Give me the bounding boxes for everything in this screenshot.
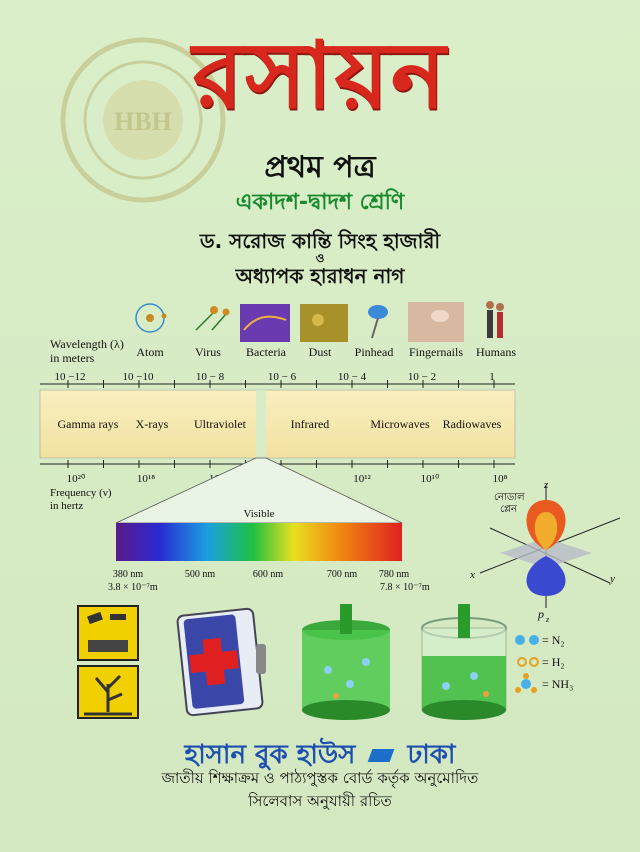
- nh3-molecule-icon: [515, 673, 537, 693]
- dust-icon: [300, 304, 348, 342]
- band-label: Ultraviolet: [194, 417, 246, 431]
- axis-x-label: x: [470, 569, 475, 581]
- approval-note: জাতীয় শিক্ষাক্রম ও পাঠ্যপুস্তক বোর্ড কর্তৃক অনুমোদিত: [161, 769, 479, 787]
- frequency-axis-unit: in hertz: [50, 500, 84, 512]
- fingernail-icon: [408, 302, 464, 342]
- object-label: Dust: [308, 345, 332, 359]
- nodal-plane-label-1: নোডাল: [494, 492, 525, 503]
- band-label: X-rays: [135, 417, 169, 431]
- object-label: Atom: [136, 345, 164, 359]
- visible-low-value: 3.8 × 10⁻⁷m: [108, 582, 158, 593]
- axis-y-label: y: [610, 573, 615, 585]
- book-title: রসায়ন: [192, 22, 448, 129]
- molecule-legend: [510, 628, 620, 698]
- bacteria-icon: [240, 304, 290, 342]
- n2-molecule-icon: [515, 635, 539, 645]
- band-label: Microwaves: [370, 417, 430, 431]
- orbital-label: p: [538, 607, 544, 621]
- band-label: Infrared: [290, 417, 330, 431]
- wavelength-tick-label: 10 − 6: [267, 371, 297, 383]
- pinhead-icon: [368, 305, 388, 338]
- svg-text:HBH: HBH: [114, 107, 172, 136]
- reaction-vessel-1-icon: [302, 604, 390, 720]
- frequency-tick-label: 10⁸: [492, 473, 508, 485]
- frequency-tick-label: 10²⁰: [66, 473, 86, 485]
- wavelength-tick-label: 10 −10: [122, 371, 154, 383]
- reaction-vessel-2-icon: [422, 604, 506, 720]
- author-2: অধ্যাপক হারাধন নাগ: [235, 264, 405, 288]
- wavelength-tick-label: 1: [489, 371, 495, 383]
- syllabus-note: সিলেবাস অনুযায়ী রচিত: [248, 792, 392, 810]
- frequency-tick-label: 10¹⁸: [136, 473, 156, 485]
- environment-hazard-icon: [78, 666, 138, 718]
- visible-tick-label: 780 nm: [378, 569, 410, 580]
- author-1: ড. সরোজ কান্তি সিংহ হাজারী: [199, 229, 441, 253]
- frequency-axis-label: Frequency (ν): [50, 487, 112, 499]
- atom-icon: [136, 304, 167, 332]
- wavelength-tick-label: 10 − 2: [407, 371, 437, 383]
- frequency-tick-label: 10¹⁰: [420, 473, 440, 485]
- orbital-label-sub: z: [546, 615, 550, 623]
- author-conjunction: ও: [315, 251, 325, 265]
- class-level: একাদশ-দ্বাদশ শ্রেণি: [235, 190, 405, 215]
- band-label: Gamma rays: [57, 417, 119, 431]
- wavelength-tick-label: 10 − 8: [195, 371, 225, 383]
- wavelength-tick-label: 10 − 4: [337, 371, 367, 383]
- visible-tick-label: 600 nm: [252, 569, 284, 580]
- h2-molecule-icon: [518, 658, 538, 666]
- wavelength-axis-unit: in meters: [50, 351, 95, 365]
- object-label: Bacteria: [246, 345, 286, 359]
- paper-subtitle: প্রথম পত্র: [264, 150, 376, 185]
- visible-tick-label: 500 nm: [184, 569, 216, 580]
- visible-label: Visible: [243, 508, 275, 520]
- wavelength-tick-label: 10 −12: [54, 371, 86, 383]
- publisher-name: হাসান বুক হাউস: [184, 740, 356, 770]
- frequency-tick-label: 10¹²: [353, 473, 371, 485]
- visible-tick-label: 380 nm: [112, 569, 144, 580]
- visible-high-value: 7.8 × 10⁻⁷m: [380, 582, 430, 593]
- wavelength-axis-label: Wavelength (λ): [50, 337, 124, 351]
- visible-spectrum-bar: [116, 523, 402, 561]
- object-label: Humans: [476, 345, 516, 359]
- nodal-plane-label-2: প্লেন: [500, 504, 517, 515]
- legend-nh3: = NH₃: [542, 677, 574, 691]
- corrosive-hazard-icon: [78, 606, 138, 660]
- object-label: Fingernails: [409, 345, 463, 359]
- axis-z-label: z: [544, 479, 549, 491]
- legend-h2: = H₂: [542, 655, 565, 669]
- bottom-illustrations: [70, 600, 570, 725]
- band-label: Radiowaves: [442, 417, 502, 431]
- visible-tick-label: 700 nm: [326, 569, 358, 580]
- object-label: Pinhead: [354, 345, 394, 359]
- publisher-city: ঢাকা: [407, 740, 456, 770]
- object-label: Virus: [195, 345, 221, 359]
- legend-n2: = N₂: [542, 633, 565, 647]
- humans-icon: [486, 301, 504, 338]
- first-aid-kit-icon: [177, 608, 266, 715]
- book-logo-icon: [368, 749, 395, 762]
- virus-icon: [196, 306, 230, 330]
